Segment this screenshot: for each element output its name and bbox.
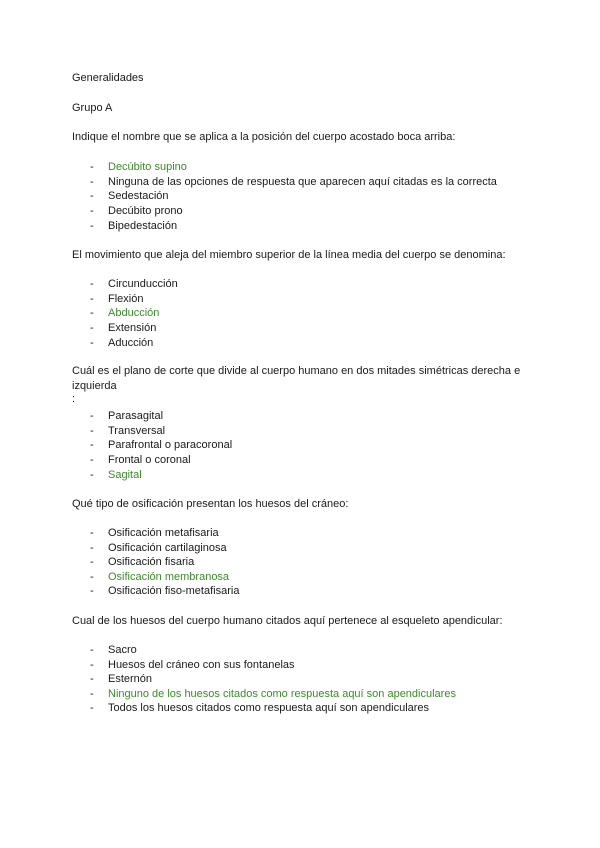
question-1-option [90, 219, 177, 233]
option-label: Frontal o coronal [108, 454, 191, 466]
bullet-dash: - [90, 585, 94, 597]
bullet-dash: - [90, 673, 94, 685]
bullet-dash: - [90, 176, 94, 188]
question-2-option [90, 321, 156, 335]
bullet-dash: - [90, 220, 94, 232]
bullet-dash: - [90, 527, 94, 539]
option-label: Osificación fiso-metafisaria [108, 585, 240, 597]
question-5-option [90, 658, 295, 672]
question-3-option [90, 424, 165, 438]
question-1-option [90, 175, 497, 189]
option-label: Esternón [108, 673, 153, 685]
question-5-option [90, 643, 137, 657]
bullet-dash: - [90, 307, 94, 319]
question-4-option [90, 555, 194, 569]
question-3-option [90, 409, 163, 423]
question-3-option [90, 438, 232, 452]
bullet-dash: - [90, 702, 94, 714]
question-4-option [90, 570, 229, 584]
question-5-option [90, 687, 456, 701]
bullet-dash: - [90, 688, 94, 700]
option-label: Osificación cartilaginosa [108, 542, 227, 554]
option-label: Osificación metafisaria [108, 527, 219, 539]
question-1-option [90, 189, 169, 203]
question-5-option [90, 701, 429, 715]
question-1-text: Indique el nombre que se aplica a la posición del cuerpo acostado boca arriba: [72, 131, 456, 143]
bullet-dash: - [90, 161, 94, 173]
option-label: Huesos del cráneo con sus fontanelas [108, 659, 295, 671]
bullet-dash: - [90, 293, 94, 305]
bullet-dash: - [90, 454, 94, 466]
question-1-option [90, 204, 183, 218]
bullet-dash: - [90, 322, 94, 334]
option-label: Sedestación [108, 190, 169, 202]
question-3-option [90, 453, 191, 467]
bullet-dash: - [90, 659, 94, 671]
bullet-dash: - [90, 337, 94, 349]
option-label: Sacro [108, 644, 137, 656]
option-label: Decúbito supino [108, 161, 187, 173]
option-label: Transversal [108, 425, 166, 437]
option-label: Osificación membranosa [108, 571, 230, 583]
question-4-option [90, 526, 219, 540]
option-label: Extensión [108, 322, 157, 334]
group-title: Grupo A [72, 102, 113, 114]
question-1-option [90, 160, 187, 174]
option-label: Aducción [108, 337, 154, 349]
option-label: Ninguno de los huesos citados como respuesta aquí son apendiculares [108, 688, 456, 700]
question-2-option [90, 306, 159, 320]
option-label: Bipedestación [108, 220, 178, 232]
option-label: Osificación fisaria [108, 556, 195, 568]
bullet-dash: - [90, 425, 94, 437]
option-label: Todos los huesos citados como respuesta aquí son apendiculares [108, 702, 430, 714]
question-4-option [90, 541, 227, 555]
option-label: Parasagital [108, 410, 164, 422]
section-title: Generalidades [72, 72, 144, 84]
question-3-text-suffix: : [72, 393, 76, 405]
question-2-option [90, 336, 153, 350]
question-5-text: Cual de los huesos del cuerpo humano citados aquí pertenece al esqueleto apendicular: [72, 615, 503, 627]
bullet-dash: - [90, 469, 94, 481]
question-5-option [90, 672, 152, 686]
question-3-option [90, 468, 142, 482]
bullet-dash: - [90, 190, 94, 202]
option-label: Ninguna de las opciones de respuesta que aparecen aquí citadas es la correcta [108, 176, 497, 188]
bullet-dash: - [90, 571, 94, 583]
bullet-dash: - [90, 410, 94, 422]
question-2-option [90, 292, 143, 306]
bullet-dash: - [90, 205, 94, 217]
option-label: Flexión [108, 293, 144, 305]
option-label: Circunducción [108, 278, 178, 290]
option-label: Decúbito prono [108, 205, 183, 217]
question-3-text: Cuál es el plano de corte que divide al cuerpo humano en dos mitades simétricas derecha e izquierda [72, 365, 521, 392]
question-2-text: El movimiento que aleja del miembro superior de la línea media del cuerpo se denomina: [72, 249, 506, 261]
question-4-option [90, 584, 239, 598]
bullet-dash: - [90, 644, 94, 656]
question-2-option [90, 277, 178, 291]
bullet-dash: - [90, 278, 94, 290]
bullet-dash: - [90, 542, 94, 554]
option-label: Sagital [108, 469, 142, 481]
option-label: Abducción [108, 307, 160, 319]
bullet-dash: - [90, 439, 94, 451]
option-label: Parafrontal o paracoronal [108, 439, 233, 451]
bullet-dash: - [90, 556, 94, 568]
question-4-text: Qué tipo de osificación presentan los huesos del cráneo: [72, 498, 349, 510]
